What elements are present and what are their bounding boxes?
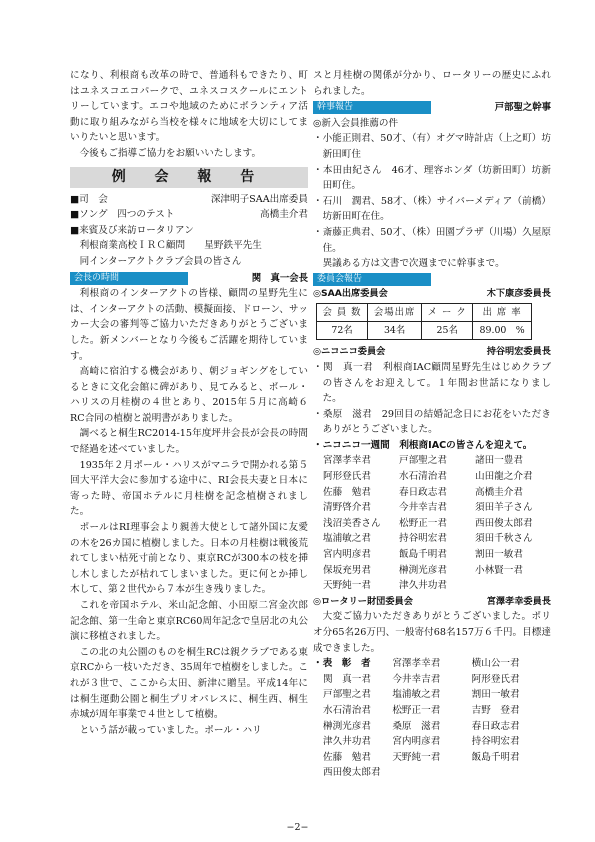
attendance-table [316,303,532,340]
section-speaker: 戸部聖之幹事 [494,102,551,114]
niconico-item: ・桑原 滋君 29回目の結婚記念日にお花をいただきありがとうございました。 [313,408,551,436]
member-name: 今井幸吉君 [399,502,447,514]
section-speaker: 関 真一会長 [251,272,308,284]
item-row [70,223,308,239]
member-name: 佐藤 勉君 [323,486,371,498]
award-name: 宮澤孝幸君 [392,658,441,670]
member-name: 戸部聖之君 [399,455,447,467]
meeting-report-banner: 例 会 報 告 [70,167,308,188]
week-names-grid [313,453,551,593]
candidate-item: ・斎藤正典君、50才、（株）田園プラザ（川場）久屋原住。 [313,226,551,254]
committee-title: ◎ロータリー財団委員会 [313,595,413,607]
body-paragraph: 調べると桐生RC2014-15年度坪井会長が会長の時間で経過を述べていました。 [70,428,308,456]
member-name: 阿形登氏君 [323,471,371,483]
committee-title: ◎ニコニコ委員会 [313,346,386,358]
table-header: 会場出席 [368,304,422,322]
member-name: 津久井功君 [399,580,447,592]
president-section-header [70,271,308,287]
member-name: 割田一敏君 [475,549,523,561]
award-name: 阿形登氏君 [471,673,520,685]
award-name: 塩浦敏之君 [392,689,441,701]
body-paragraph: 利根商のインターアクトの皆様、顧問の星野先生には、インターアクトの活動、模擬面接、ドローン、サッカー大会の審判等ご協力いただきありがとうございました。新メンバーとなり今後もご活躍を期待しています。 [70,288,308,362]
table-cell: 72名 [317,322,368,340]
table-header: メ ー ク [422,304,473,322]
member-name: 保坂充男君 [323,564,371,576]
member-name: 松野正一君 [399,517,447,529]
objection-note: 異議ある方は文書で次週までに幹事まで。 [322,258,505,270]
body-paragraph: この北の丸公園のものを桐生RCは親クラブである東京RCから一枝いただき、35周年で植樹をしました。これが３世で、ここから太田、新津に贈呈。平成14年には桐生運動公園と桐生プリオパレスに、桐生西、桐生赤城が周年事業で４世として植樹。 [70,646,308,721]
member-name: 榊渕光彦君 [399,564,447,576]
award-name: 春日政志君 [471,720,520,732]
member-name: 高橋圭介君 [475,486,523,498]
award-name: 榊渕光彦君 [323,720,371,732]
left-column [70,68,308,738]
committee-section-header [313,273,551,286]
committee-title: ◎SAA出席委員会 [313,287,388,299]
item-row [70,192,308,208]
member-name: 宮澤孝幸君 [323,455,371,467]
member-name: 西田俊太郎君 [475,517,533,529]
award-name: 横山公一君 [471,658,520,670]
committee-chair: 持谷明宏委員長 [486,346,551,358]
member-name: 諸田一豊君 [475,455,523,467]
committee-chair: 宮澤孝幸委員長 [486,595,551,607]
award-name: 松野正一君 [392,704,441,716]
candidate-item: ・本田由紀さん 46才、理容ホンダ（坊新田町）坊新田町住。 [313,164,551,192]
recommend-title: ◎新入会員推薦の件 [313,117,399,129]
award-name: 関 真一君 [323,673,371,685]
member-name: 須田千秋さん [475,533,533,545]
guest-line: 利根商業高校ＩＲＣ顧問 星野鉄平先生 [79,240,262,252]
member-name: 春日政志君 [399,486,447,498]
member-name: 水石清治君 [399,471,447,483]
award-name: 西田俊太郎君 [323,767,381,779]
award-name: 天野純一君 [392,751,441,763]
table-header: 会 員 数 [317,304,368,322]
member-name: 山田龍之介君 [475,471,533,483]
committee-chair: 木下康彦委員長 [486,287,551,299]
foundation-committee-heading [313,594,551,610]
table-header-row [317,304,532,322]
award-name: 割田一敏君 [471,689,520,701]
niconico-week-title: ・ニコニコ一週間 利根商IACの皆さんを迎えて。 [313,439,533,451]
award-name: 吉野 登君 [471,704,520,716]
item-label: ■司 会 [70,193,108,205]
table-cell: 25名 [422,322,473,340]
item-row [70,207,308,223]
member-name: 天野純一君 [323,580,371,592]
member-name: 塩浦敏之君 [323,533,371,545]
intro-paragraph: になり、利根商も改革の時で、普通科もできたり、町はユネスコエコパークで、ユネスコスクールにエントリーしています。エコや地域のためにボランティア活動に取り組みながら当校を様々に地域を大切にしてまいりたいと思います。 [70,70,308,144]
item-label: ■来賓及び来訪ロータリアン [70,224,194,236]
member-name: 清野啓介君 [323,502,371,514]
member-name: 持谷明宏君 [399,533,447,545]
award-name: 桑原 滋君 [392,720,441,732]
table-row [317,322,532,340]
award-name: 津久井功君 [323,736,371,748]
member-name: 小林賢一君 [475,564,523,576]
saa-committee-heading [313,286,551,302]
member-name: 須田羊子さん [475,502,533,514]
award-name: 飯島千明君 [471,751,520,763]
continued-paragraph: スと月桂樹の関係が分かり、ロータリーの歴史にふれられました。 [313,70,551,97]
table-cell: 89.00 % [473,322,532,340]
guest-line: 同インターアクトクラブ会員の皆さん [79,255,242,267]
section-tag: 幹事報告 [313,101,431,114]
table-cell: 34名 [368,322,422,340]
table-header: 出 席 率 [473,304,532,322]
member-name: 飯島千明君 [399,549,447,561]
award-name: 佐藤 勉君 [323,751,371,763]
item-label: ■ソング 四つのテスト [70,209,175,221]
body-paragraph: これを帝国ホテル、米山記念館、小田原二宮金次郎記念館、第一生命と東京RC60周年記念で皇居北の丸公演に移植されました。 [70,600,308,643]
candidate-item: ・小能正則君、50才、（有）オグマ時計店（上之町）坊新田町住 [313,133,551,160]
candidate-item: ・石川 潤君、58才、（株）サイバーメディア（前橋）坊新田町在住。 [313,195,551,223]
item-value: 高橋圭介君 [260,209,308,221]
page-number: −2− [286,822,309,833]
body-paragraph: ポールはRI理事会より親善大使として諸外国に友愛の木を26カ国に植樹しました。日本の月桂樹は戦後荒れてしまい枯死寸前となり、東京RCが300本の枝を挿し木しましたが枯れてしまいました。更に何とか挿し木して、第２世代から７本が生き残りました。 [70,522,308,596]
item-value: 深津明子SAA出席委員 [210,193,308,205]
intro-closing: 今後もご指導ご協力をお願いいたします。 [79,147,262,159]
niconico-item: ・関 真一君 利根商IAC顧問星野先生はじめクラブの皆さんをお迎えして。１年間お世話になりました。 [313,361,551,405]
award-name: 戸部聖之君 [323,689,371,701]
secretary-section-header [313,100,551,116]
body-paragraph: 1935年２月ポール・ハリスがマニラで開かれる第５回大平洋大会に参加する途中に、RI会長夫妻と日本に寄った時、帝国ホテルに月桂樹を記念植樹されました。 [70,459,308,518]
member-name: 浅沼美香さん [323,517,381,529]
niconico-committee-heading [313,344,551,360]
body-paragraph: 高崎に宿泊する機会があり、朝ジョギングをしているときに文化会館に碑があり、見てみると、ボール・ハリスの月桂樹の４世とあり、2015年５月に高崎６RC合同の植樹と説明書がありました。 [70,366,308,424]
member-name: 宮内明彦君 [323,549,371,561]
award-label: ・表 彰 者 [313,658,371,670]
award-name: 持谷明宏君 [471,736,520,748]
foundation-text: 大変ご協力いただきありがとうございました。ポリオ分65名26万円、一般寄付68名157万６千円。目標達成できました。 [313,611,551,654]
award-name: 今井幸吉君 [392,673,441,685]
award-name: 水石清治君 [323,704,371,716]
body-paragraph: という話が載っていました。ポール・ハリ [79,724,262,736]
award-name: 宮内明彦君 [392,736,441,748]
section-tag: 委員会報告 [313,273,431,286]
award-names-grid [313,656,551,781]
member-name [475,578,551,594]
right-column [313,68,551,781]
section-tag: 会長の時間 [70,272,188,285]
